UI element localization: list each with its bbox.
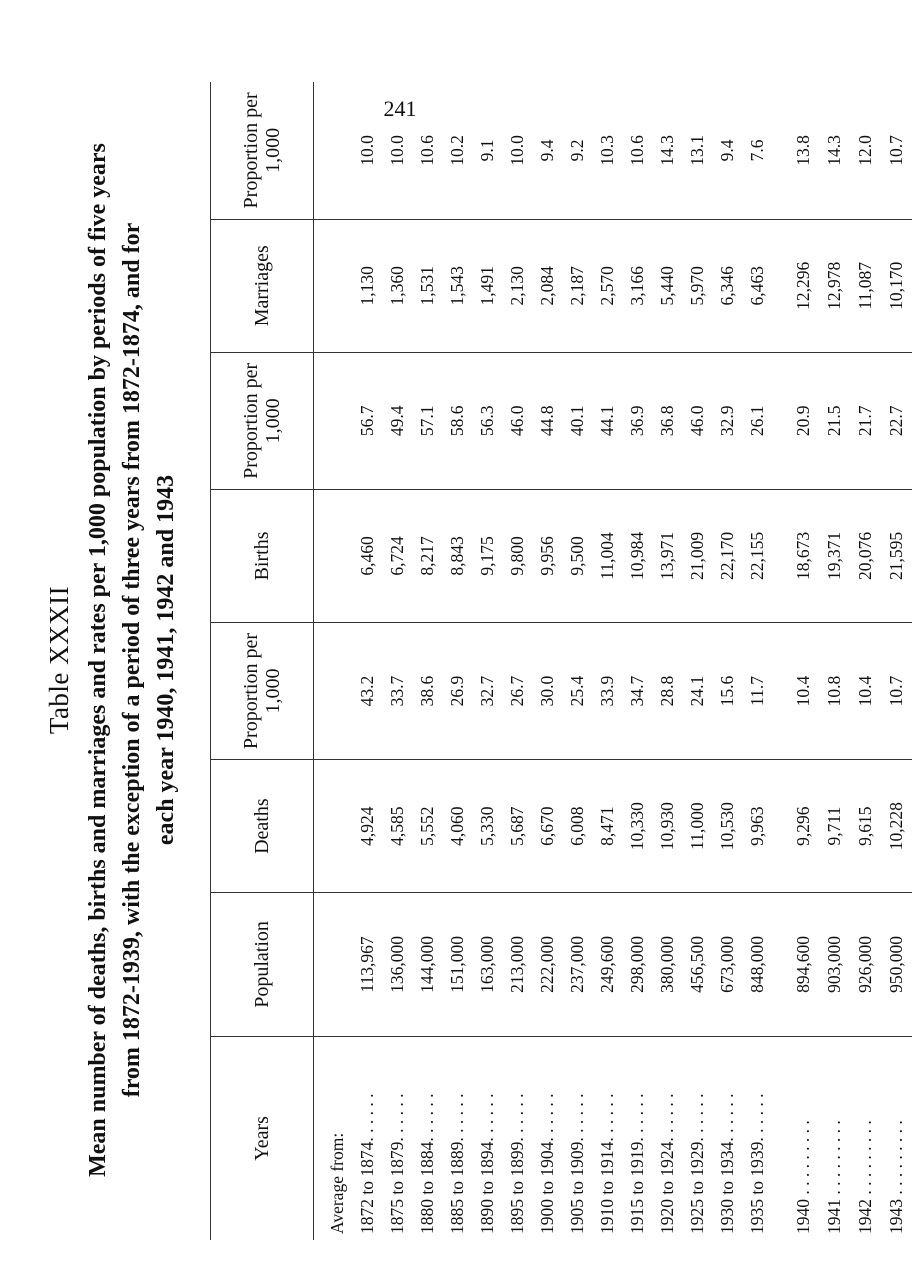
deaths-header: Deaths <box>211 760 314 893</box>
births-rate-cell: 21.7 <box>850 352 881 489</box>
deaths-rate-cell: 24.1 <box>682 622 712 759</box>
deaths-rate-cell: 10.7 <box>881 622 912 759</box>
births-cell: 9,956 <box>532 489 562 622</box>
births-cell: 22,155 <box>742 489 772 622</box>
marriages-cell: 1,543 <box>442 219 472 352</box>
years-cell: 1920 to 1924. . . . . . <box>656 1093 677 1234</box>
population-cell: 950,000 <box>881 893 912 1037</box>
empty-cell <box>772 893 788 1037</box>
marriages-cell: 6,463 <box>742 219 772 352</box>
births-rate-cell: 58.6 <box>442 352 472 489</box>
births-rate-cell: 36.8 <box>652 352 682 489</box>
deaths-cell: 9,711 <box>819 760 850 893</box>
deaths-rate-cell: 26.9 <box>442 622 472 759</box>
population-cell: 298,000 <box>622 893 652 1037</box>
years-cell: 1890 to 1894. . . . . . <box>476 1093 497 1234</box>
births-rate-cell: 21.5 <box>819 352 850 489</box>
marriages-cell: 10,170 <box>881 219 912 352</box>
population-cell: 456,500 <box>682 893 712 1037</box>
marriages-cell: 5,440 <box>652 219 682 352</box>
empty-cell <box>772 622 788 759</box>
rotated-table-page <box>40 80 906 1240</box>
births-rate-cell: 46.0 <box>502 352 532 489</box>
population-cell: 163,000 <box>472 893 502 1037</box>
header-row <box>211 82 314 1240</box>
births-cell: 13,971 <box>652 489 682 622</box>
row-gap <box>772 82 788 1240</box>
births-cell: 9,175 <box>472 489 502 622</box>
deaths-rate-cell: 26.7 <box>502 622 532 759</box>
deaths-rate-cell: 10.8 <box>819 622 850 759</box>
deaths-rate-cell: 33.9 <box>592 622 622 759</box>
births-rate-cell: 44.1 <box>592 352 622 489</box>
births-rate-header: Proportion per 1,000 <box>211 352 314 489</box>
years-cell: 1895 to 1899. . . . . . <box>506 1093 527 1234</box>
population-cell: 926,000 <box>850 893 881 1037</box>
table-row <box>742 82 772 1240</box>
average-label-row <box>314 82 353 1240</box>
marriages-cell: 2,084 <box>532 219 562 352</box>
years-cell: 1875 to 1879. . . . . . <box>386 1093 407 1234</box>
marriages-cell: 1,130 <box>352 219 382 352</box>
marriages-rate-cell: 13.8 <box>788 82 819 219</box>
years-cell: 1880 to 1884. . . . . . <box>416 1093 437 1234</box>
empty-cell <box>772 1036 788 1240</box>
marriages-cell: 2,187 <box>562 219 592 352</box>
years-cell: 1885 to 1889. . . . . . <box>446 1093 467 1234</box>
marriages-rate-cell: 10.7 <box>881 82 912 219</box>
average-label: Average from: <box>326 1132 347 1234</box>
empty-cell <box>314 893 353 1037</box>
population-header: Population <box>211 893 314 1037</box>
births-cell: 21,009 <box>682 489 712 622</box>
empty-cell <box>314 760 353 893</box>
years-cell: 1930 to 1934. . . . . . <box>716 1093 737 1234</box>
vital-statistics-table <box>210 82 912 1240</box>
years-cell: 1915 to 1919. . . . . . <box>626 1093 647 1234</box>
years-cell: 1940 . . . . . . . . . <box>793 1120 813 1234</box>
marriages-cell: 12,296 <box>788 219 819 352</box>
deaths-cell: 6,008 <box>562 760 592 893</box>
deaths-cell: 4,585 <box>382 760 412 893</box>
births-cell: 10,984 <box>622 489 652 622</box>
births-rate-cell: 40.1 <box>562 352 592 489</box>
deaths-rate-cell: 34.7 <box>622 622 652 759</box>
births-rate-cell: 44.8 <box>532 352 562 489</box>
births-header: Births <box>211 489 314 622</box>
deaths-cell: 4,924 <box>352 760 382 893</box>
marriages-cell: 3,166 <box>622 219 652 352</box>
table-row <box>652 82 682 1240</box>
empty-cell <box>772 489 788 622</box>
marriages-rate-cell: 10.0 <box>502 82 532 219</box>
table-row <box>442 82 472 1240</box>
births-cell: 9,500 <box>562 489 592 622</box>
marriages-rate-cell: 14.3 <box>819 82 850 219</box>
marriages-rate-cell: 10.3 <box>592 82 622 219</box>
deaths-rate-cell: 32.7 <box>472 622 502 759</box>
population-cell: 113,967 <box>352 893 382 1037</box>
deaths-cell: 11,000 <box>682 760 712 893</box>
deaths-rate-header: Proportion per 1,000 <box>211 622 314 759</box>
years-cell: 1872 to 1874. . . . . . <box>356 1093 377 1234</box>
deaths-rate-cell: 11.7 <box>742 622 772 759</box>
deaths-rate-cell: 38.6 <box>412 622 442 759</box>
marriages-rate-cell: 9.4 <box>712 82 742 219</box>
table-row <box>850 82 881 1240</box>
table-row <box>881 82 912 1240</box>
table-row <box>352 82 382 1240</box>
marriages-cell: 12,978 <box>819 219 850 352</box>
births-cell: 6,460 <box>352 489 382 622</box>
births-rate-cell: 49.4 <box>382 352 412 489</box>
population-cell: 237,000 <box>562 893 592 1037</box>
population-cell: 136,000 <box>382 893 412 1037</box>
deaths-cell: 10,530 <box>712 760 742 893</box>
empty-cell <box>314 352 353 489</box>
marriages-rate-header: Proportion per 1,000 <box>211 82 314 219</box>
empty-cell <box>314 82 353 219</box>
marriages-cell: 11,087 <box>850 219 881 352</box>
deaths-cell: 9,615 <box>850 760 881 893</box>
empty-cell <box>314 489 353 622</box>
marriages-rate-cell: 14.3 <box>652 82 682 219</box>
births-cell: 20,076 <box>850 489 881 622</box>
marriages-cell: 2,570 <box>592 219 622 352</box>
births-rate-cell: 26.1 <box>742 352 772 489</box>
years-cell: 1943 . . . . . . . . . <box>886 1120 906 1234</box>
marriages-rate-cell: 10.0 <box>352 82 382 219</box>
marriages-rate-cell: 7.6 <box>742 82 772 219</box>
births-rate-cell: 56.3 <box>472 352 502 489</box>
deaths-cell: 10,930 <box>652 760 682 893</box>
marriages-header: Marriages <box>211 219 314 352</box>
years-cell: 1935 to 1939. . . . . . <box>746 1093 767 1234</box>
marriages-cell: 2,130 <box>502 219 532 352</box>
deaths-cell: 4,060 <box>442 760 472 893</box>
deaths-cell: 5,687 <box>502 760 532 893</box>
table-label: Table XXXII <box>44 585 74 735</box>
population-cell: 848,000 <box>742 893 772 1037</box>
page-number: 241 <box>383 96 417 121</box>
deaths-rate-cell: 15.6 <box>712 622 742 759</box>
years-cell: 1910 to 1914. . . . . . <box>596 1093 617 1234</box>
population-cell: 903,000 <box>819 893 850 1037</box>
marriages-rate-cell: 9.2 <box>562 82 592 219</box>
empty-cell <box>772 352 788 489</box>
births-rate-cell: 22.7 <box>881 352 912 489</box>
empty-cell <box>772 760 788 893</box>
deaths-cell: 8,471 <box>592 760 622 893</box>
deaths-rate-cell: 10.4 <box>788 622 819 759</box>
table-row <box>788 82 819 1240</box>
population-cell: 673,000 <box>712 893 742 1037</box>
empty-cell <box>772 219 788 352</box>
title-block <box>40 80 183 1240</box>
title-line: Mean number of deaths, births and marriages and rates per 1,000 population by periods of five years <box>85 143 111 1177</box>
deaths-rate-cell: 30.0 <box>532 622 562 759</box>
deaths-cell: 5,330 <box>472 760 502 893</box>
table-row <box>472 82 502 1240</box>
deaths-rate-cell: 43.2 <box>352 622 382 759</box>
deaths-cell: 9,963 <box>742 760 772 893</box>
births-cell: 8,217 <box>412 489 442 622</box>
table-row <box>819 82 850 1240</box>
births-rate-cell: 56.7 <box>352 352 382 489</box>
years-header: Years <box>211 1036 314 1240</box>
population-cell: 249,600 <box>592 893 622 1037</box>
deaths-cell: 10,228 <box>881 760 912 893</box>
population-cell: 894,600 <box>788 893 819 1037</box>
years-cell: 1900 to 1904. . . . . . <box>536 1093 557 1234</box>
births-rate-cell: 36.9 <box>622 352 652 489</box>
population-cell: 151,000 <box>442 893 472 1037</box>
marriages-rate-cell: 10.6 <box>622 82 652 219</box>
marriages-cell: 1,360 <box>382 219 412 352</box>
empty-cell <box>772 82 788 219</box>
years-cell: 1905 to 1909. . . . . . <box>566 1093 587 1234</box>
title-line: from 1872-1939, with the exception of a period of three years from 1872-1874, and for <box>119 222 145 1098</box>
years-cell: 1925 to 1929. . . . . . <box>686 1093 707 1234</box>
title-line: each year 1940, 1941, 1942 and 1943 <box>153 474 179 846</box>
births-cell: 22,170 <box>712 489 742 622</box>
deaths-cell: 9,296 <box>788 760 819 893</box>
births-cell: 8,843 <box>442 489 472 622</box>
deaths-rate-cell: 10.4 <box>850 622 881 759</box>
births-cell: 19,371 <box>819 489 850 622</box>
years-cell: 1942 . . . . . . . . . <box>855 1120 875 1234</box>
table-row <box>532 82 562 1240</box>
empty-cell <box>314 219 353 352</box>
table-body <box>314 82 912 1240</box>
marriages-cell: 6,346 <box>712 219 742 352</box>
deaths-cell: 5,552 <box>412 760 442 893</box>
table-row <box>712 82 742 1240</box>
marriages-rate-cell: 9.4 <box>532 82 562 219</box>
births-cell: 18,673 <box>788 489 819 622</box>
births-rate-cell: 46.0 <box>682 352 712 489</box>
births-cell: 21,595 <box>881 489 912 622</box>
marriages-rate-cell: 10.0 <box>382 82 412 219</box>
table-row <box>412 82 442 1240</box>
table-row <box>502 82 532 1240</box>
deaths-rate-cell: 28.8 <box>652 622 682 759</box>
marriages-rate-cell: 13.1 <box>682 82 712 219</box>
deaths-cell: 10,330 <box>622 760 652 893</box>
births-rate-cell: 57.1 <box>412 352 442 489</box>
table-row <box>382 82 412 1240</box>
marriages-rate-cell: 10.2 <box>442 82 472 219</box>
deaths-cell: 6,670 <box>532 760 562 893</box>
population-cell: 213,000 <box>502 893 532 1037</box>
marriages-rate-cell: 9.1 <box>472 82 502 219</box>
table-row <box>562 82 592 1240</box>
marriages-rate-cell: 12.0 <box>850 82 881 219</box>
deaths-rate-cell: 33.7 <box>382 622 412 759</box>
population-cell: 380,000 <box>652 893 682 1037</box>
marriages-cell: 5,970 <box>682 219 712 352</box>
table-row <box>592 82 622 1240</box>
births-cell: 9,800 <box>502 489 532 622</box>
deaths-rate-cell: 25.4 <box>562 622 592 759</box>
table-row <box>622 82 652 1240</box>
marriages-rate-cell: 10.6 <box>412 82 442 219</box>
empty-cell <box>314 622 353 759</box>
births-rate-cell: 20.9 <box>788 352 819 489</box>
population-cell: 222,000 <box>532 893 562 1037</box>
population-cell: 144,000 <box>412 893 442 1037</box>
table-row <box>682 82 712 1240</box>
years-cell: 1941 . . . . . . . . . <box>824 1120 844 1234</box>
births-cell: 6,724 <box>382 489 412 622</box>
marriages-cell: 1,531 <box>412 219 442 352</box>
births-cell: 11,004 <box>592 489 622 622</box>
births-rate-cell: 32.9 <box>712 352 742 489</box>
marriages-cell: 1,491 <box>472 219 502 352</box>
